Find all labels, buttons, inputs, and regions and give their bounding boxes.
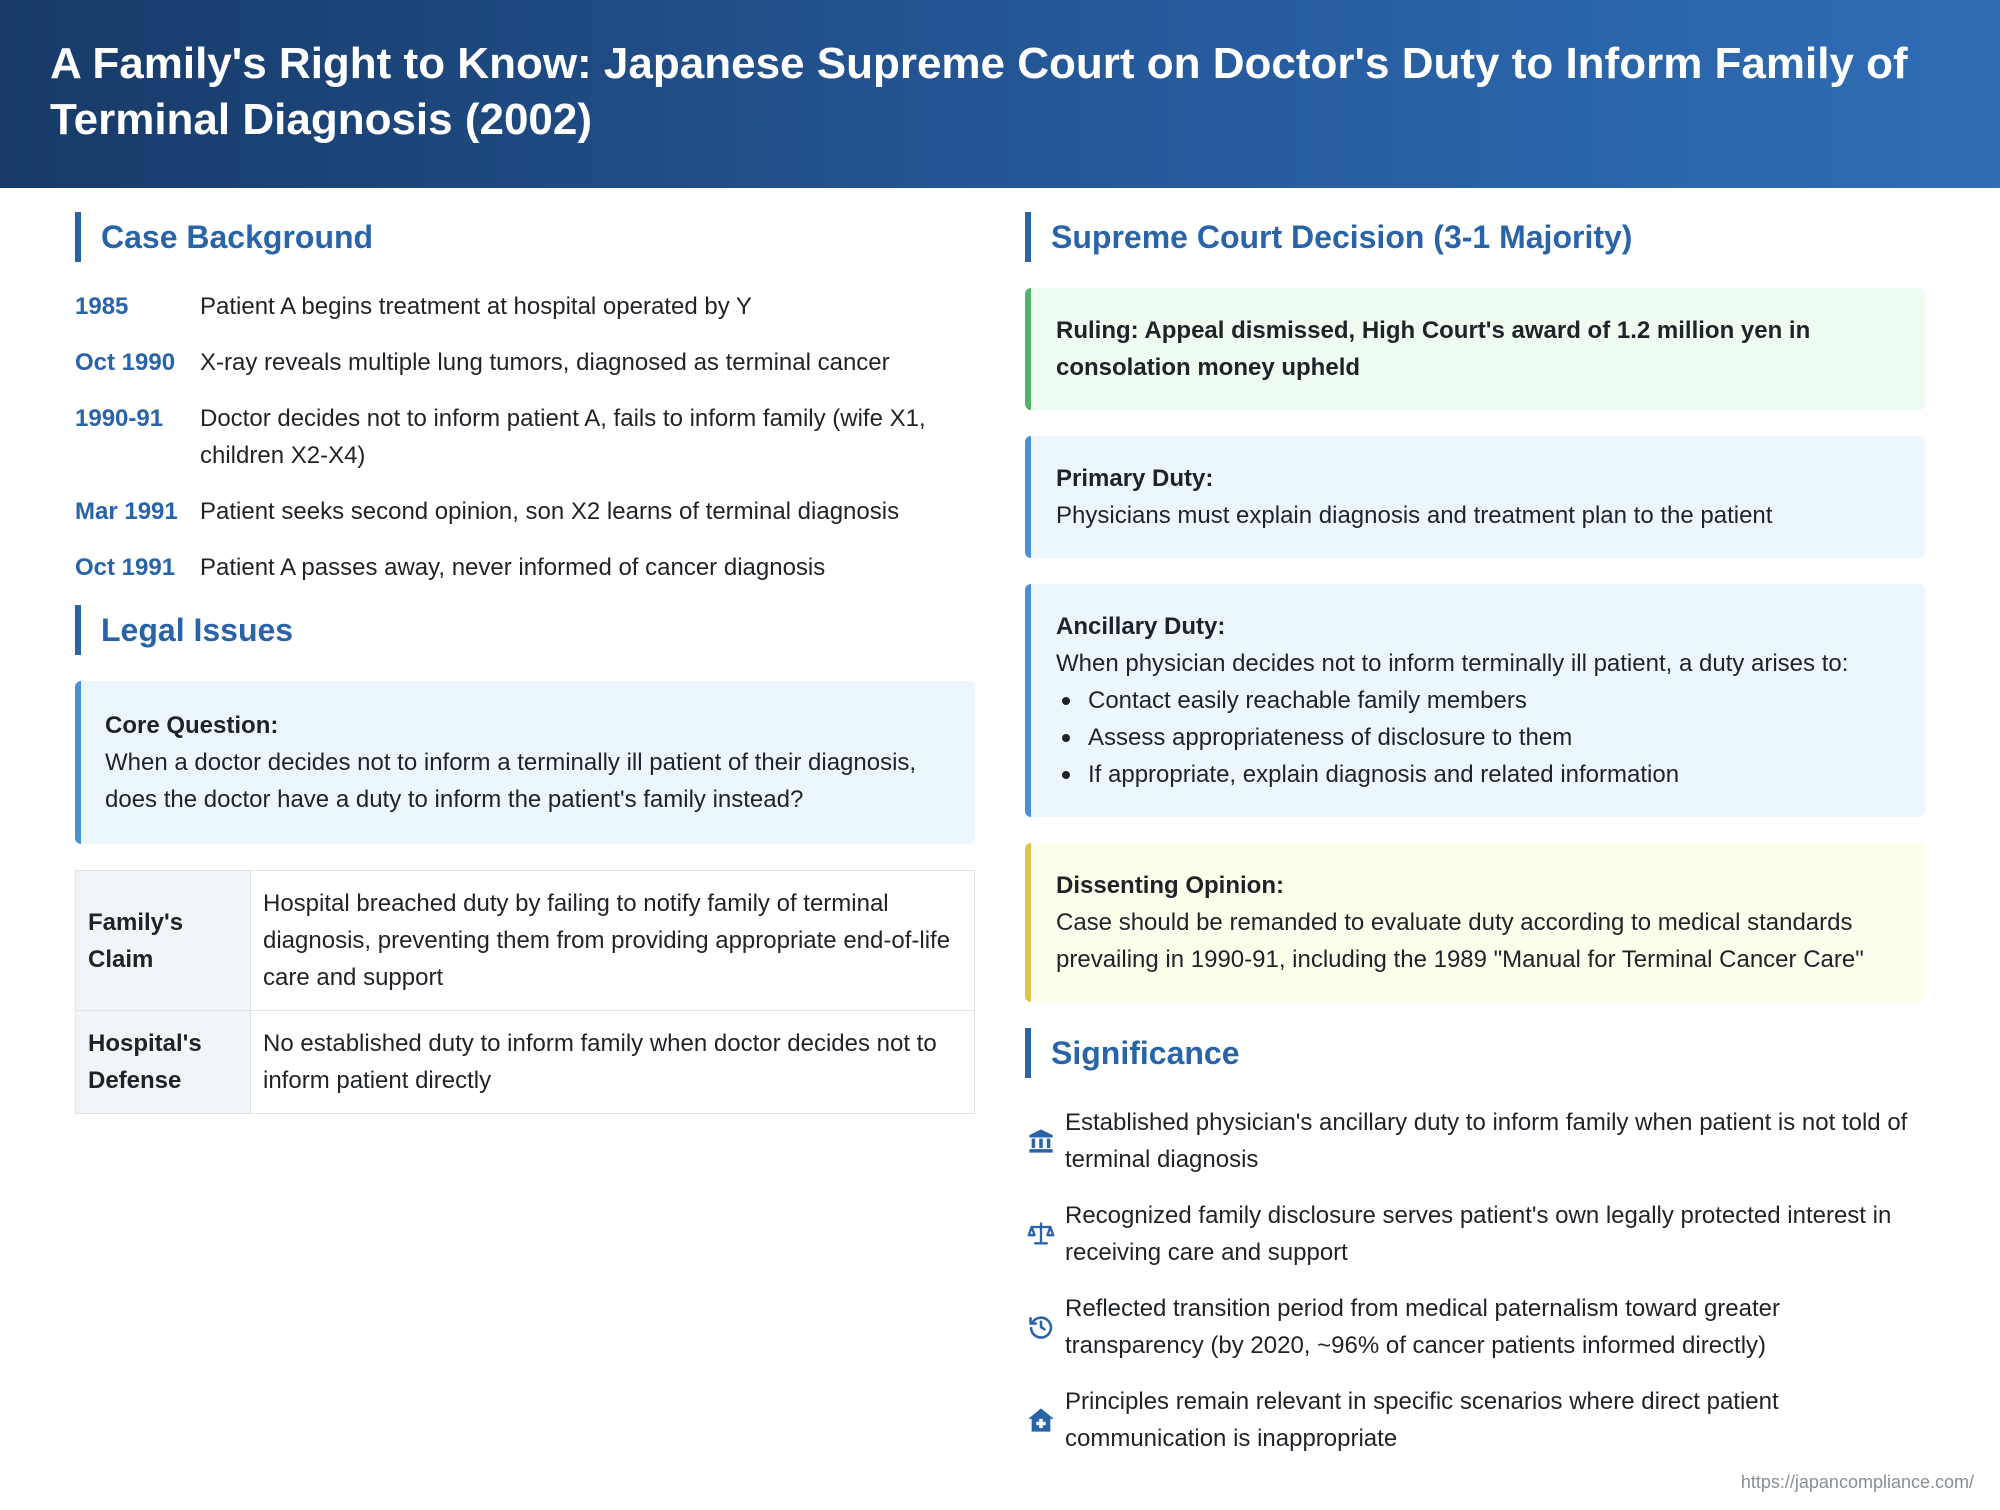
source-url: https://japancompliance.com/ xyxy=(1740,1472,1974,1492)
list-item: Contact easily reachable family members xyxy=(1056,682,1901,719)
table-row xyxy=(76,1011,975,1114)
ruling-text: Ruling: Appeal dismissed, High Court's award of 1.2 million yen in consolation money upheld xyxy=(1056,317,1811,381)
timeline-text: X-ray reveals multiple lung tumors, diagnosed as terminal cancer xyxy=(200,349,890,376)
dissent-box xyxy=(1025,843,1925,1002)
list-item xyxy=(1025,1290,1925,1364)
ancillary-duty-label: Ancillary Duty: xyxy=(1056,613,1226,640)
core-question-label: Core Question: xyxy=(105,712,279,739)
timeline-text: Patient seeks second opinion, son X2 learns of terminal diagnosis xyxy=(200,498,900,525)
timeline-date: 1990-91 xyxy=(75,405,164,432)
right-column xyxy=(1025,212,1925,1476)
timeline-text: Patient A passes away, never informed of cancer diagnosis xyxy=(200,554,826,581)
decision-heading: Supreme Court Decision (3-1 Majority) xyxy=(1025,212,1925,262)
significance-list xyxy=(1025,1104,1925,1457)
ancillary-duty-box xyxy=(1025,584,1925,817)
ancillary-duty-text: When physician decides not to inform terminally ill patient, a duty arises to: xyxy=(1056,650,1849,677)
family-claim-label: Family's Claim xyxy=(76,871,251,1011)
list-item xyxy=(1025,1104,1925,1178)
significance-text: Reflected transition period from medical paternalism toward greater transparency (by 2020, ~96% of cancer patients informed directly) xyxy=(1065,1295,1780,1359)
dissent-text: Case should be remanded to evaluate duty according to medical standards prevailing in 1990-91, including the 1989 "Manual for Terminal Cancer Care" xyxy=(1056,909,1864,973)
core-question-box xyxy=(75,681,975,844)
timeline-text: Patient A begins treatment at hospital operated by Y xyxy=(200,293,752,320)
ancillary-duty-list xyxy=(1056,682,1901,793)
timeline-date: Mar 1991 xyxy=(75,498,178,525)
significance-text: Recognized family disclosure serves patient's own legally protected interest in receiving care and support xyxy=(1065,1202,1892,1266)
claims-table xyxy=(75,870,975,1114)
family-claim-text: Hospital breached duty by failing to notify family of terminal diagnosis, preventing them from providing appropriate end-of-life care and support xyxy=(251,871,975,1011)
timeline-date: Oct 1990 xyxy=(75,349,176,376)
primary-duty-box xyxy=(1025,436,1925,558)
significance-text: Principles remain relevant in specific scenarios where direct patient communication is inappropriate xyxy=(1065,1388,1779,1452)
core-question-text: When a doctor decides not to inform a terminally ill patient of their diagnosis, does the doctor have a duty to inform the patient's family instead? xyxy=(105,749,917,813)
timeline-item xyxy=(75,493,975,530)
timeline-item xyxy=(75,344,975,381)
list-item xyxy=(1025,1383,1925,1457)
timeline xyxy=(75,288,975,586)
hospital-defense-text: No established duty to inform family when doctor decides not to inform patient directly xyxy=(251,1011,975,1114)
list-item: If appropriate, explain diagnosis and related information xyxy=(1056,756,1901,793)
primary-duty-label: Primary Duty: xyxy=(1056,465,1214,492)
primary-duty-text: Physicians must explain diagnosis and treatment plan to the patient xyxy=(1056,502,1773,529)
timeline-date: 1985 xyxy=(75,293,129,320)
list-item xyxy=(1025,1197,1925,1271)
dissent-label: Dissenting Opinion: xyxy=(1056,872,1284,899)
hospital-defense-label: Hospital's Defense xyxy=(76,1011,251,1114)
left-column xyxy=(75,212,975,1114)
timeline-date: Oct 1991 xyxy=(75,554,176,581)
timeline-item xyxy=(75,288,975,325)
significance-text: Established physician's ancillary duty to inform family when patient is not told of terminal diagnosis xyxy=(1065,1109,1908,1173)
list-item: Assess appropriateness of disclosure to them xyxy=(1056,719,1901,756)
ruling-box xyxy=(1025,288,1925,410)
page-header xyxy=(0,0,2000,188)
scale-icon xyxy=(1025,1220,1057,1248)
house-medical-icon xyxy=(1025,1406,1057,1434)
table-row xyxy=(76,871,975,1011)
timeline-item xyxy=(75,549,975,586)
legal-issues-heading: Legal Issues xyxy=(75,605,975,655)
history-icon xyxy=(1025,1313,1057,1341)
significance-heading: Significance xyxy=(1025,1028,1925,1078)
timeline-text: Doctor decides not to inform patient A, fails to inform family (wife X1, children X2-X4) xyxy=(200,405,926,469)
case-background-heading: Case Background xyxy=(75,212,975,262)
timeline-item xyxy=(75,400,975,474)
landmark-icon xyxy=(1025,1127,1057,1155)
page-title: A Family's Right to Know: Japanese Supreme Court on Doctor's Duty to Inform Family of Terminal Diagnosis (2002) xyxy=(50,39,1908,144)
